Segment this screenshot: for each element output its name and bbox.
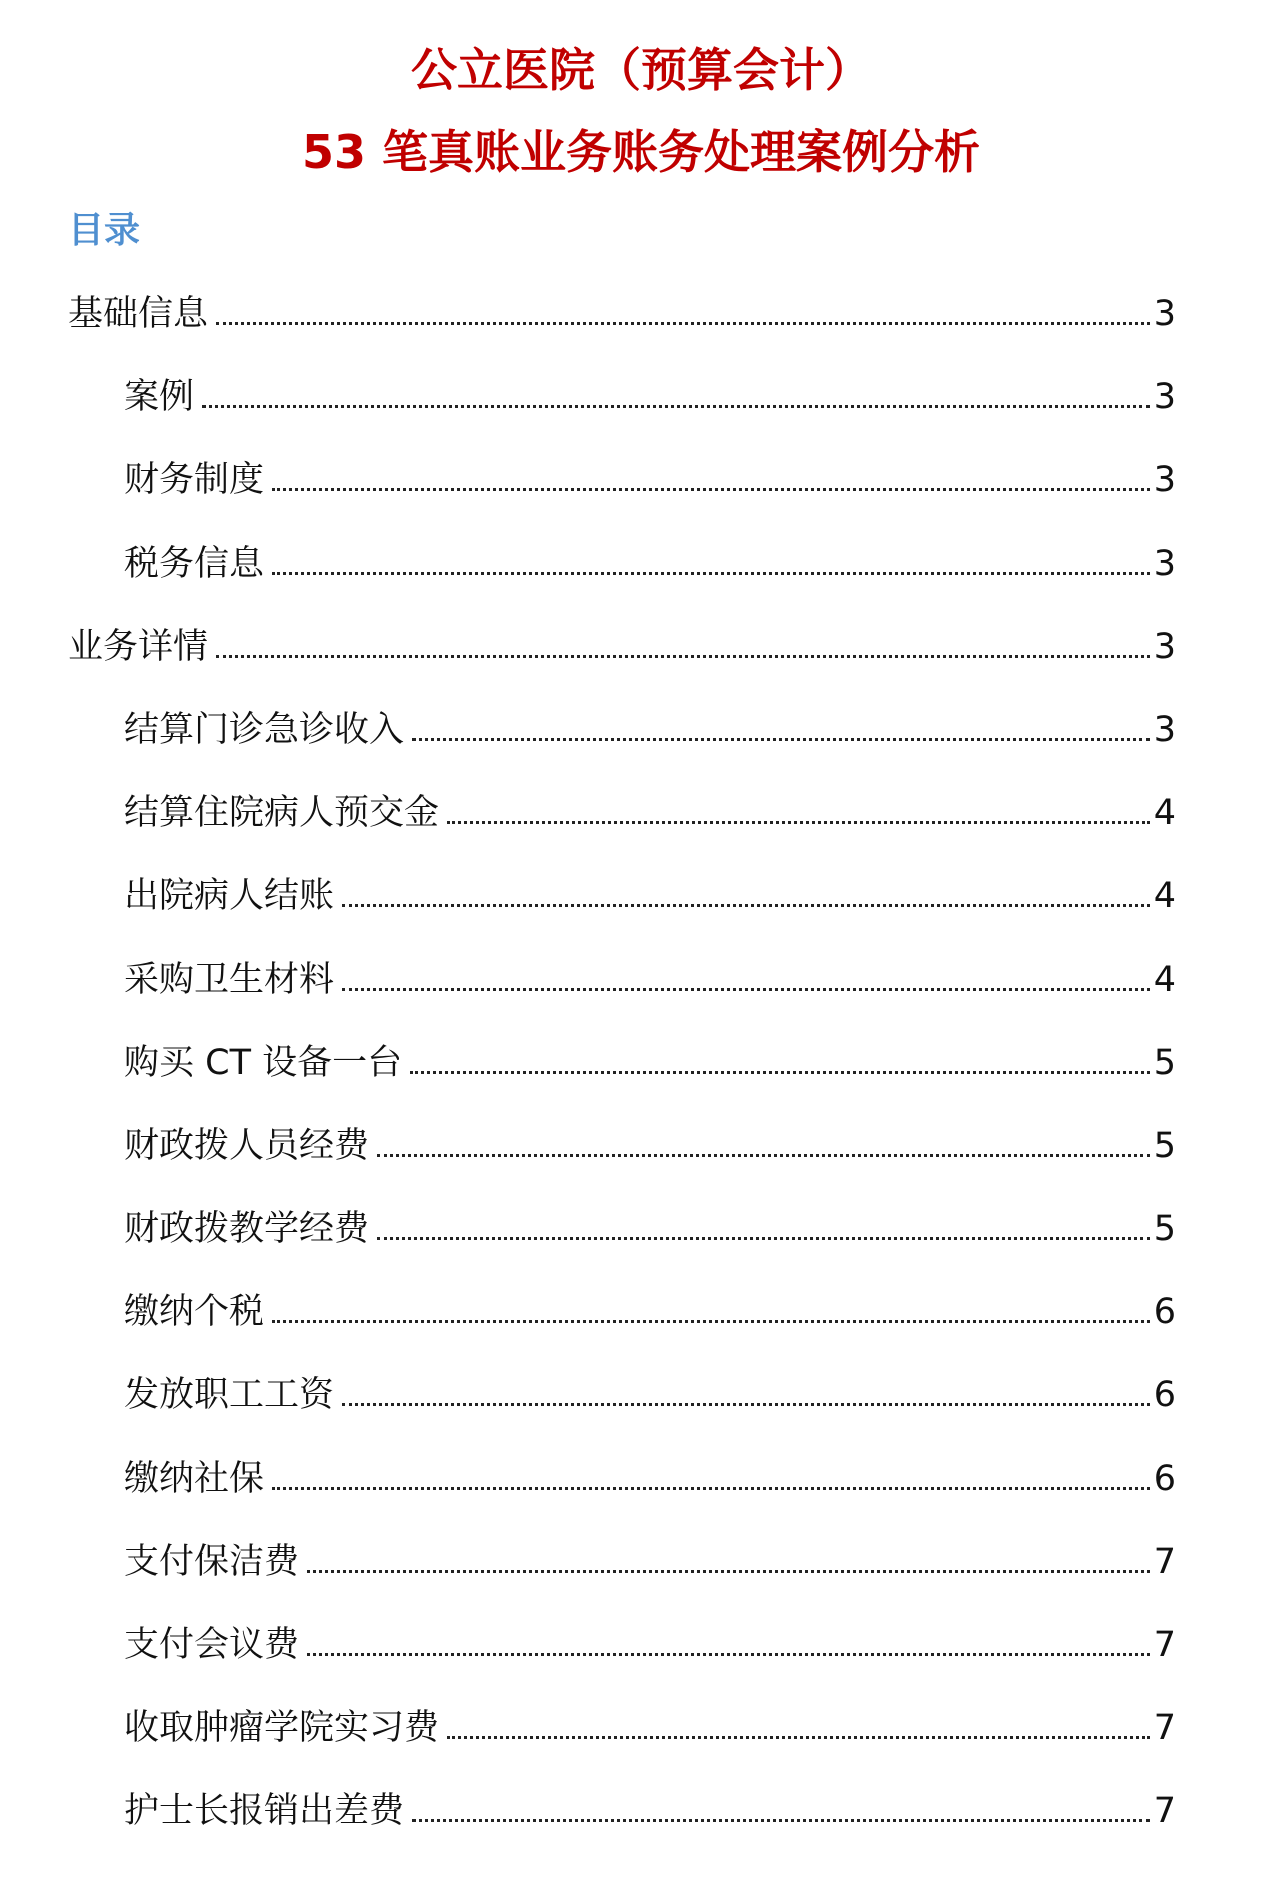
- toc-entry-label: 缴纳个税: [124, 1292, 265, 1333]
- toc-page-number: 6: [1153, 1375, 1176, 1416]
- toc-page-number: 3: [1153, 460, 1176, 501]
- toc-entry-label: 发放职工工资: [124, 1375, 335, 1416]
- toc-entry[interactable]: [0, 704, 1282, 787]
- toc-entry[interactable]: [0, 1785, 1282, 1868]
- toc-page-number: 4: [1153, 876, 1176, 917]
- toc-entry-label: 支付保洁费: [124, 1541, 300, 1582]
- toc-entry[interactable]: [0, 1536, 1282, 1619]
- toc-dot-leader: [447, 787, 1150, 824]
- toc-page-number: 3: [1153, 543, 1176, 584]
- toc-page-number: 5: [1153, 1125, 1176, 1166]
- toc-entry-label: 收取肿瘤学院实习费: [124, 1708, 440, 1749]
- toc-dot-leader: [216, 288, 1150, 325]
- toc-page-number: 3: [1153, 626, 1176, 667]
- toc-dot-leader: [202, 371, 1150, 408]
- toc-entry[interactable]: [0, 1286, 1282, 1369]
- toc-entry-label: 支付会议费: [124, 1625, 300, 1665]
- toc-entry[interactable]: [0, 787, 1282, 870]
- toc-dot-leader: [272, 538, 1150, 575]
- toc-entry-label: 护士长报销出差费: [124, 1791, 405, 1832]
- toc-entry-label: 财政拨人员经费: [124, 1125, 370, 1166]
- toc-dot-leader: [216, 621, 1150, 658]
- toc-page-number: 7: [1153, 1708, 1176, 1749]
- toc-entry[interactable]: [0, 870, 1282, 953]
- table-of-contents: [0, 288, 1282, 1869]
- toc-page-number: 4: [1153, 793, 1176, 834]
- toc-entry[interactable]: [0, 954, 1282, 1037]
- toc-entry-label: 财政拨教学经费: [124, 1209, 370, 1250]
- toc-dot-leader: [307, 1619, 1150, 1656]
- toc-entry-label: 税务信息: [124, 543, 265, 584]
- toc-dot-leader: [377, 1203, 1150, 1240]
- toc-page-number: 3: [1153, 377, 1176, 418]
- toc-dot-leader: [272, 454, 1150, 491]
- toc-heading: 目录: [68, 210, 141, 251]
- toc-dot-leader: [377, 1120, 1150, 1157]
- toc-entry[interactable]: [0, 371, 1282, 454]
- toc-entry-label: 出院病人结账: [124, 876, 335, 917]
- toc-entry[interactable]: [0, 1120, 1282, 1203]
- toc-dot-leader: [447, 1702, 1150, 1739]
- toc-dot-leader: [272, 1453, 1150, 1490]
- toc-entry-label: 缴纳社保: [124, 1458, 265, 1499]
- toc-dot-leader: [412, 1785, 1150, 1822]
- toc-dot-leader: [272, 1286, 1150, 1323]
- toc-entry[interactable]: [0, 288, 1282, 371]
- toc-page-number: 7: [1153, 1625, 1176, 1665]
- toc-dot-leader: [342, 1369, 1150, 1406]
- toc-entry[interactable]: [0, 1453, 1282, 1536]
- toc-entry-label: 基础信息: [68, 294, 209, 334]
- toc-dot-leader: [307, 1536, 1150, 1573]
- toc-page-number: 4: [1153, 959, 1176, 1000]
- toc-page-number: 3: [1153, 709, 1176, 750]
- toc-dot-leader: [412, 704, 1150, 741]
- toc-page-number: 5: [1153, 1042, 1176, 1083]
- toc-page-number: 5: [1153, 1209, 1176, 1250]
- toc-entry-label: 业务详情: [68, 626, 209, 667]
- toc-entry-label: 结算住院病人预交金: [124, 793, 440, 834]
- toc-entry-label: 采购卫生材料: [124, 959, 335, 1000]
- toc-entry-label: 购买 CT 设备一台: [124, 1042, 403, 1083]
- toc-dot-leader: [410, 1037, 1150, 1074]
- toc-entry[interactable]: [0, 1702, 1282, 1785]
- toc-entry-label: 案例: [124, 377, 195, 418]
- toc-entry[interactable]: [0, 454, 1282, 537]
- toc-entry[interactable]: [0, 1203, 1282, 1286]
- toc-dot-leader: [342, 870, 1150, 907]
- document-title-line-1: 公立医院（预算会计）: [411, 43, 871, 97]
- toc-page-number: 7: [1153, 1791, 1176, 1832]
- toc-page-number: 7: [1153, 1541, 1176, 1582]
- toc-page-number: 6: [1153, 1292, 1176, 1333]
- toc-entry[interactable]: [0, 621, 1282, 704]
- toc-entry[interactable]: [0, 1037, 1282, 1120]
- toc-entry[interactable]: [0, 538, 1282, 621]
- toc-entry-label: 结算门诊急诊收入: [124, 709, 405, 750]
- toc-entry[interactable]: [0, 1619, 1282, 1702]
- toc-entry[interactable]: [0, 1369, 1282, 1452]
- document-title-line-2: 53 笔真账业务账务处理案例分析: [301, 125, 981, 179]
- toc-dot-leader: [342, 954, 1150, 991]
- toc-entry-label: 财务制度: [124, 460, 265, 501]
- toc-page-number: 3: [1153, 294, 1176, 334]
- toc-page-number: 6: [1153, 1458, 1176, 1499]
